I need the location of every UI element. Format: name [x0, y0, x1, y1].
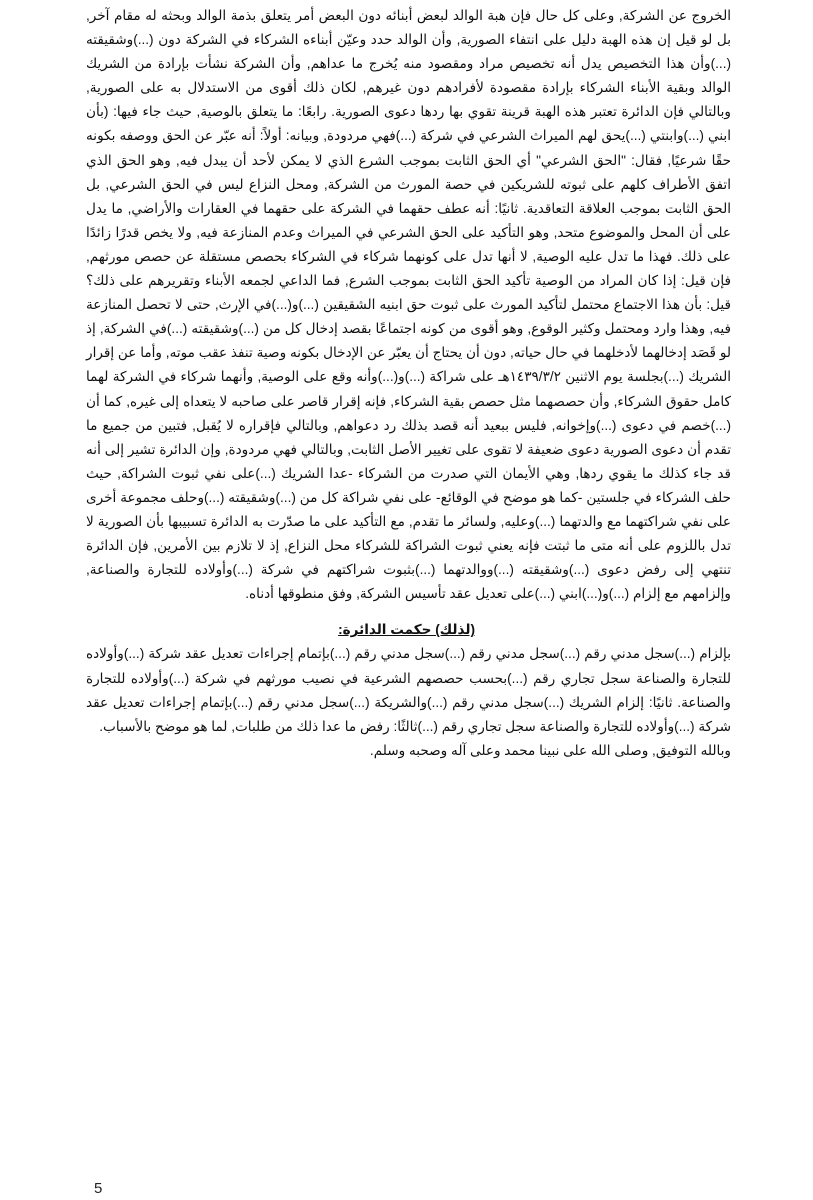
document-body	[86, 4, 731, 763]
page-number: 5	[94, 1180, 103, 1197]
closing-line: وبالله التوفيق, وصلى الله على نبينا محمد وعلى آله وصحبه وسلم.	[369, 742, 731, 758]
ruling-paragraph: بإلزام (...)سجل مدني رقم (...)سجل مدني رقم (...)سجل مدني رقم (...)بإتمام إجراءات تعديل عقد شركة (...)وأولاده للتجارة والصناعة سجل تجاري رقم (...)بحسب حصصهم الشرعية في نصيب مورثهم في شركة (...)وأولاده للتجارة والصناعة. ثانيًا: إلزام الشريك (...)سجل مدني رقم (...)والشريكة (...)سجل مدني رقم (...)بإتمام إجراءات تعديل عقد شركة (...)وأولاده للتجارة والصناعة سجل تجاري رقم (...)ثالثًا: رفض ما عدا ذلك من طلبات, لما هو موضح بالأسباب.	[86, 646, 731, 734]
reasoning-paragraph: الخروج عن الشركة, وعلى كل حال فإن هبة الوالد لبعض أبنائه دون البعض أمر يتعلق بذمة الوالد وبحثه له مقام آخر, بل لو قيل إن هذه الهبة دليل على انتفاء الصورية, وأن الوالد حدد وعيّن أبناءه الشركاء في الشركة دون (...)وشقيقته (...)وأن هذا التخصيص يدل أنه تخصيص مراد ومقصود منه يُخرج ما عداهم, وأن الشركة نشأت بإرادة من الشريك الوالد وبقية الأبناء الشركاء بإرادة مقصودة لأفرادهم دون غيرهم, لكان ذلك أقوى من الاستدلال به على الصورية, وبالتالي فإن الدائرة تعتبر هذه الهبة قرينة تقوي بها ردها دعوى الصورية. رابعًا: ما يتعلق بالوصية, حيث جاء فيها: (بأن ابني (...)وابنتي (...)يحق لهم الميراث الشرعي في شركة (...)فهي مردودة, وبيانه: أولاً: أنه عبّر عن الحق ووصفه بكونه حقًا شرعيًا, فقال: "الحق الشرعي" أي الحق الثابت بموجب الشرع الذي لا يمكن لأحد أن يبدل فيه, وهو الحق الذي اتفق الأطراف كلهم على ثبوته للشريكين في حصة المورث من الشركة, ومحل النزاع ليس في الحق الشرعي, بل الحق الثابت بموجب العلاقة التعاقدية. ثانيًا: أنه عطف حقهما في الشركة على حقهما في العقارات والأراضي, ما يدل على أن المحل والموضوع متحد, وهو التأكيد على الحق الشرعي في الميراث وعدم المنازعة فيه, ولا يخص قدرًا زائدًا على ذلك. فهذا ما تدل عليه الوصية, لا أنها تدل على كونهما شركاء في الشركاء بحصص مستقلة عن حصص مورثهم, فإن قيل: إذا كان المراد من الوصية تأكيد الحق الثابت بموجب الشرع, فما الداعي لجمعه الأبناء وتقريرهم على ذلك؟ قيل: بأن هذا الاجتماع محتمل لتأكيد المورث على ثبوت حق ابنيه الشقيقين (...)و(...)في الإرث, حتى لا تحصل المنازعة فيه, وهذا وارد ومحتمل وكثير الوقوع, وهو أقوى من كونه اجتماعًا بقصد إدخال كل من (...)وشقيقته (...)في الشركة, إذ لو قَصَد إدخالهما لأدخلهما في حال حياته, دون أن يحتاج أن يعبّر عن الإدخال بكونه وصية تنفذ عقب موته, وأما عن إقرار الشريك (...)بجلسة يوم الاثنين ١٤٣٩/٣/٢هـ على شراكة (...)و(...)وأنه وقع على الوصية, وأنهما شركاء في الشركة لهما كامل حقوق الشركاء, وأن حصصهما مثل حصص بقية الشركاء, فإنه إقرار قاصر على صاحبه لا يتعداه إلى غيره, كما أن (...)خصم في دعوى (...)وإخوانه, فليس ببعيد أنه قصد بذلك رد دعواهم, وبالتالي فإقراره لا يُقبل, فتبين من جميع ما تقدم أن دعوى الصورية دعوى ضعيفة لا تقوى على تغيير الأصل الثابت, وبالتالي فهي مردودة, وإن الدائرة تشير إلى أنه قد جاء كذلك ما يقوي ردها, وهي الأيمان التي صدرت من الشركاء -عدا الشريك (...)على نفي ثبوت الشراكة, حيث حلف الشركاء في جلستين -كما هو موضح في الوقائع- على نفي شراكة كل من (...)وشقيقته (...)وحلف مجموعة أخرى على نفي شراكتهما مع والدتهما (...)وعليه, ولسائر ما تقدم, مع التأكيد على ما صدّرت به الدائرة تسبيبها بأن الصورية لا تدل باللزوم على أنه متى ما ثبتت فإنه يعني ثبوت الشراكة للشركاء محل النزاع, إذ لا تلازم بين الأمرين, فإن الدائرة تنتهي إلى رفض دعوى (...)وشقيقته (...)ووالدتهما (...)بثبوت شراكتهم في شركة (...)وأولاده للتجارة والصناعة, وإلزامهم مع إلزام (...)و(...)ابني (...)على تعديل عقد تأسيس الشركة, وفق منطوقها أدناه.	[86, 8, 732, 602]
ruling-heading: (لذلك) حكمت الدائرة:	[338, 622, 475, 638]
